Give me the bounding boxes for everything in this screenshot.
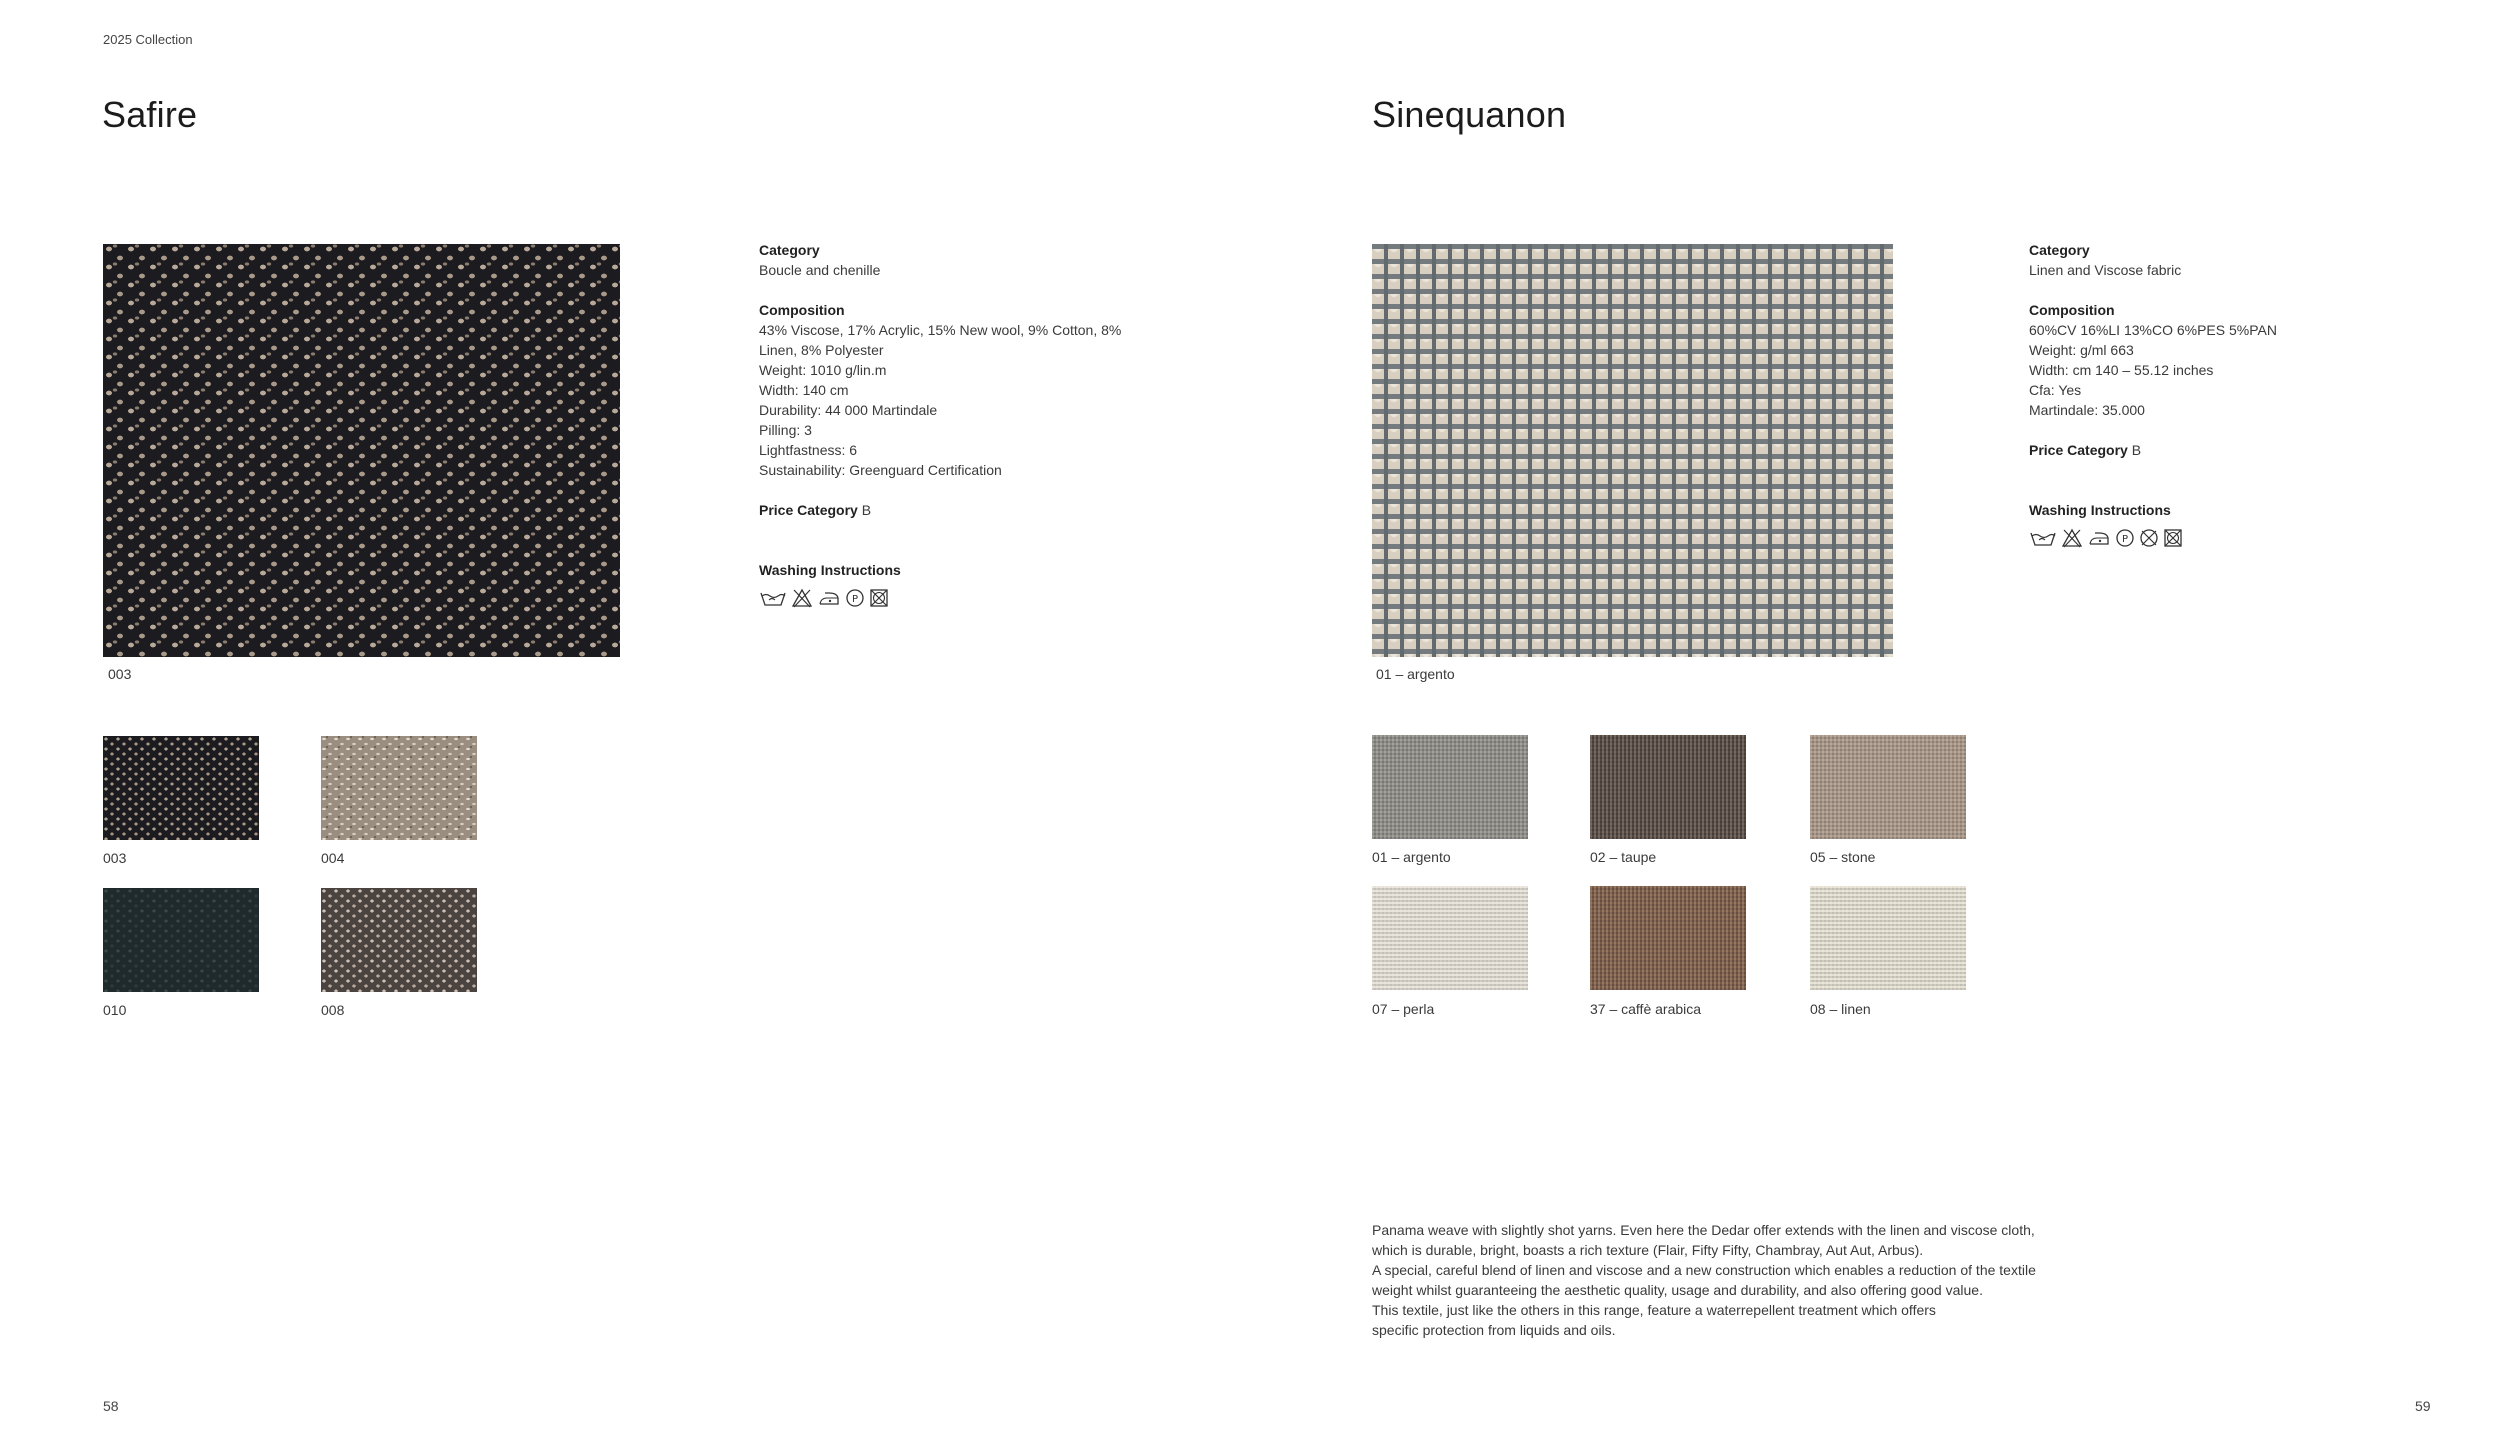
swatch-label: 08 – linen: [1810, 1001, 1871, 1017]
page-number-left: 58: [103, 1398, 119, 1414]
composition-line: Width: cm 140 – 55.12 inches: [2029, 362, 2214, 378]
swatch-01-argento[interactable]: [1372, 735, 1528, 839]
category-value: Linen and Viscose fabric: [2029, 262, 2182, 278]
collection-label: 2025 Collection: [103, 32, 193, 47]
swatch-003[interactable]: [103, 736, 259, 840]
main-fabric-image-safire: [103, 244, 620, 657]
product-title-safire: Safire: [102, 94, 198, 135]
product-info-sinequanon: [2029, 240, 2469, 548]
product-info-safire: [759, 240, 1179, 608]
price-category-value: B: [861, 502, 872, 518]
swatch-05-stone[interactable]: [1810, 735, 1966, 839]
swatch-label: 003: [103, 850, 127, 866]
category-label: Category: [2029, 242, 2090, 258]
no-dry-clean-icon: [2139, 528, 2159, 548]
swatch-004[interactable]: [321, 736, 477, 840]
swatch-label: 004: [321, 850, 345, 866]
washing-icons: [759, 588, 1179, 608]
price-category-label: Price Category: [759, 502, 858, 518]
price-category-value: B: [2131, 442, 2142, 458]
composition-line: 60%CV 16%LI 13%CO 6%PES 5%PAN: [2029, 322, 2277, 338]
description-line: A special, careful blend of linen and viscose and a new construction which enables a reduction of the textile: [1372, 1262, 2036, 1278]
wash-hand-icon: [2029, 528, 2057, 548]
composition-line: Weight: g/ml 663: [2029, 342, 2134, 358]
washing-instructions-label: Washing Instructions: [759, 562, 901, 578]
swatch-010[interactable]: [103, 888, 259, 992]
composition-line: Sustainability: Greenguard Certification: [759, 462, 1002, 478]
swatch-label: 37 – caffè arabica: [1590, 1001, 1702, 1017]
description-line: Panama weave with slightly shot yarns. Even here the Dedar offer extends with the linen and viscose cloth,: [1372, 1222, 2035, 1238]
swatch-label: 010: [103, 1002, 127, 1018]
composition-line: 43% Viscose, 17% Acrylic, 15% New wool, 9% Cotton, 8%: [759, 322, 1122, 338]
product-description: [1372, 1220, 2092, 1340]
page-number-right: 59: [2415, 1398, 2431, 1414]
dry-clean-p-icon: [845, 588, 865, 608]
swatch-07-perla[interactable]: [1372, 886, 1528, 990]
swatch-37-caffe-arabica[interactable]: [1590, 886, 1746, 990]
svg-text:P: P: [851, 594, 859, 605]
no-bleach-icon: [2061, 528, 2083, 548]
no-tumble-dry-icon: [869, 588, 889, 608]
composition-label: Composition: [759, 302, 845, 318]
swatch-label: 05 – stone: [1810, 849, 1876, 865]
washing-icons: [2029, 528, 2469, 548]
swatch-08-linen[interactable]: [1810, 886, 1966, 990]
composition-line: Lightfastness: 6: [759, 442, 858, 458]
composition-label: Composition: [2029, 302, 2115, 318]
composition-line: Martindale: 35.000: [2029, 402, 2145, 418]
composition-line: Linen, 8% Polyester: [759, 342, 884, 358]
no-bleach-icon: [791, 588, 813, 608]
swatch-label: 07 – perla: [1372, 1001, 1435, 1017]
category-label: Category: [759, 242, 820, 258]
svg-text:P: P: [2121, 534, 2129, 545]
description-line: which is durable, bright, boasts a rich texture (Flair, Fifty Fifty, Chambray, Aut Aut, Arbus).: [1372, 1242, 1924, 1258]
description-line: This textile, just like the others in this range, feature a waterrepellent treatment which offers: [1372, 1302, 1936, 1318]
dry-clean-p-icon: [2115, 528, 2135, 548]
swatch-label: 01 – argento: [1372, 849, 1451, 865]
main-fabric-image-sinequanon: [1372, 244, 1893, 657]
iron-icon: [2087, 528, 2111, 548]
swatch-008[interactable]: [321, 888, 477, 992]
no-tumble-dry-icon: [2163, 528, 2183, 548]
composition-line: Weight: 1010 g/lin.m: [759, 362, 887, 378]
iron-icon: [817, 588, 841, 608]
price-category-label: Price Category: [2029, 442, 2128, 458]
wash-hand-icon: [759, 588, 787, 608]
swatch-label: 02 – taupe: [1590, 849, 1657, 865]
main-image-caption: 01 – argento: [1376, 666, 1455, 682]
swatch-02-taupe[interactable]: [1590, 735, 1746, 839]
description-line: specific protection from liquids and oils.: [1372, 1322, 1616, 1338]
main-image-caption: 003: [108, 666, 132, 682]
washing-instructions-label: Washing Instructions: [2029, 502, 2171, 518]
composition-line: Pilling: 3: [759, 422, 812, 438]
composition-line: Cfa: Yes: [2029, 382, 2082, 398]
composition-line: Durability: 44 000 Martindale: [759, 402, 938, 418]
description-line: weight whilst guaranteeing the aesthetic quality, usage and durability, and also offering good value.: [1372, 1282, 1983, 1298]
swatch-label: 008: [321, 1002, 345, 1018]
category-value: Boucle and chenille: [759, 262, 881, 278]
product-title-sinequanon: Sinequanon: [1372, 94, 1567, 135]
composition-line: Width: 140 cm: [759, 382, 849, 398]
